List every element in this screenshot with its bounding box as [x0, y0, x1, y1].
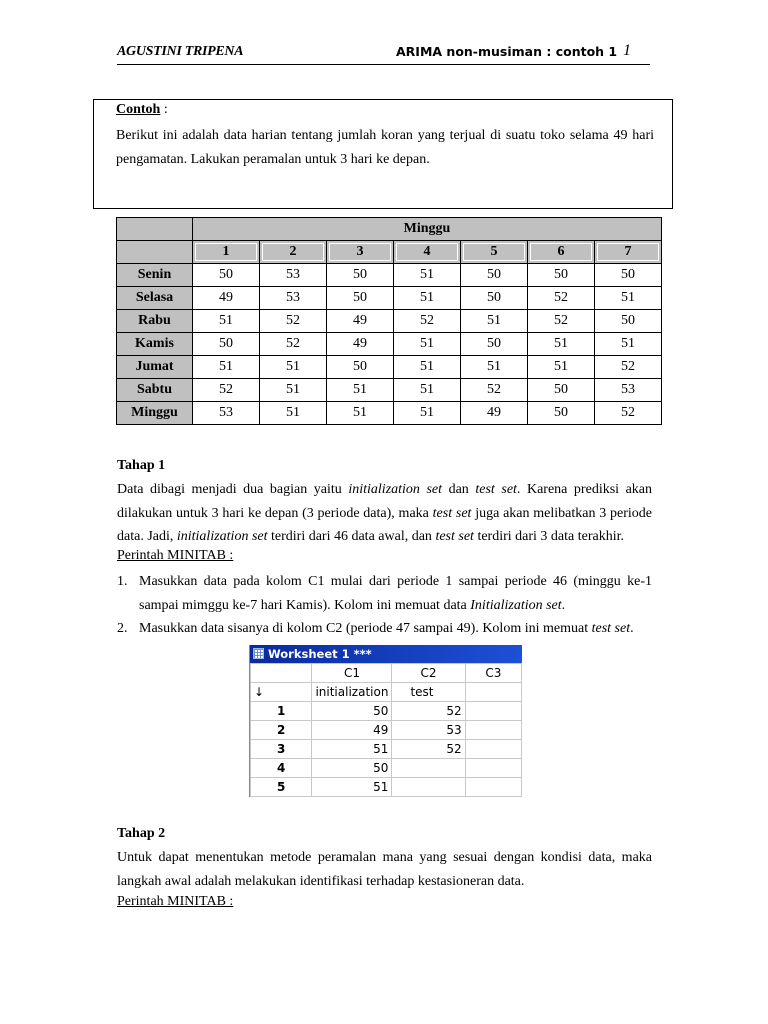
cell-c2[interactable]: 53 — [392, 721, 465, 740]
table-row — [117, 287, 662, 310]
column-name-c3[interactable] — [465, 683, 521, 702]
day-label: Selasa — [117, 287, 193, 310]
worksheet-row — [251, 702, 522, 721]
header-author: AGUSTINI TRIPENA — [117, 44, 244, 59]
cell-c1[interactable]: 50 — [312, 759, 392, 778]
worksheet-row — [251, 740, 522, 759]
cell-c2[interactable] — [392, 759, 465, 778]
text: . — [561, 597, 566, 613]
day-label: Senin — [117, 264, 193, 287]
week-header: 7 — [595, 241, 662, 264]
column-name-c2[interactable]: test — [392, 683, 465, 702]
table-cell: 50 — [528, 379, 595, 402]
worksheet-window — [249, 645, 522, 797]
text-italic: initialization set — [176, 529, 268, 544]
tahap2-title: Tahap 2 — [117, 826, 166, 841]
example-label: Contoh — [116, 102, 161, 117]
table-cell: 51 — [394, 287, 461, 310]
worksheet-row — [251, 778, 522, 797]
text-italic: test set — [475, 482, 517, 497]
text-italic: Initialization set — [470, 597, 562, 613]
table-cell: 52 — [528, 287, 595, 310]
arrow-icon[interactable]: ↓ — [251, 683, 312, 702]
cell-c2[interactable]: 52 — [392, 740, 465, 759]
example-title — [116, 102, 168, 118]
group-header: Minggu — [193, 218, 662, 241]
tahap2-paragraph: Untuk dapat menentukan metode peramalan mana yang sesuai dengan kondisi data, maka langkah awal adalah melakukan identifikasi terhadap kestasioneran data. — [117, 850, 652, 889]
cell-c3[interactable] — [465, 778, 521, 797]
cell-c3[interactable] — [465, 740, 521, 759]
perintah-minitab-1: Perintah MINITAB : — [117, 548, 234, 563]
table-cell: 53 — [595, 379, 662, 402]
column-name-c1[interactable]: initialization — [312, 683, 392, 702]
table-cell: 51 — [394, 356, 461, 379]
table-row — [117, 402, 662, 425]
column-header-c1[interactable]: C1 — [312, 664, 392, 683]
table-cell: 50 — [327, 356, 394, 379]
table-corner — [117, 218, 193, 241]
table-cell: 53 — [260, 264, 327, 287]
table-cell: 51 — [327, 402, 394, 425]
list-number: 1. — [117, 574, 128, 589]
day-label: Rabu — [117, 310, 193, 333]
week-header: 5 — [461, 241, 528, 264]
day-label: Kamis — [117, 333, 193, 356]
text-italic: test set — [432, 505, 472, 521]
table-cell: 51 — [260, 379, 327, 402]
example-box — [93, 99, 673, 209]
table-cell: 53 — [260, 287, 327, 310]
worksheet-row — [251, 721, 522, 740]
page-number: 1 — [623, 42, 631, 59]
table-cell: 51 — [327, 379, 394, 402]
text: Masukkan data sisanya di kolom C2 (periode 47 sampai 49). Kolom ini memuat — [139, 621, 589, 636]
table-cell: 51 — [461, 356, 528, 379]
row-number[interactable]: 5 — [251, 778, 312, 797]
text: . — [630, 621, 634, 636]
day-label: Minggu — [117, 402, 193, 425]
day-label: Jumat — [117, 356, 193, 379]
list-item-1 — [117, 570, 652, 617]
table-cell: 51 — [394, 379, 461, 402]
table-cell: 52 — [260, 310, 327, 333]
week-header: 6 — [528, 241, 595, 264]
table-cell: 52 — [260, 333, 327, 356]
table-cell: 51 — [461, 310, 528, 333]
text-italic: test set — [435, 529, 474, 544]
table-cell: 52 — [461, 379, 528, 402]
table-cell: 49 — [461, 402, 528, 425]
table-cell: 50 — [193, 333, 260, 356]
table-cell: 50 — [595, 264, 662, 287]
table-cell: 51 — [260, 402, 327, 425]
table-cell: 51 — [528, 356, 595, 379]
row-number[interactable]: 1 — [251, 702, 312, 721]
table-cell: 50 — [193, 264, 260, 287]
cell-c3[interactable] — [465, 759, 521, 778]
table-cell: 51 — [595, 287, 662, 310]
table-cell: 53 — [193, 402, 260, 425]
corner-cell — [251, 664, 312, 683]
cell-c1[interactable]: 51 — [312, 740, 392, 759]
worksheet-titlebar — [250, 645, 522, 663]
worksheet-row — [251, 759, 522, 778]
perintah-minitab-2: Perintah MINITAB : — [117, 894, 234, 909]
example-text: Berikut ini adalah data harian tentang jumlah koran yang terjual di suatu toko selama 49 hari pengamatan. Lakukan peramalan untuk 3 hari ke depan. — [116, 128, 654, 167]
table-cell: 51 — [595, 333, 662, 356]
cell-c1[interactable]: 51 — [312, 778, 392, 797]
cell-c1[interactable]: 49 — [312, 721, 392, 740]
table-cell: 52 — [595, 356, 662, 379]
text-italic: test set — [591, 621, 631, 636]
row-number[interactable]: 4 — [251, 759, 312, 778]
table-row — [117, 356, 662, 379]
table-row — [117, 310, 662, 333]
day-label: Sabtu — [117, 379, 193, 402]
cell-c2[interactable] — [392, 778, 465, 797]
row-number[interactable]: 3 — [251, 740, 312, 759]
list-number: 2. — [117, 621, 128, 636]
week-header: 2 — [260, 241, 327, 264]
column-header-c2[interactable]: C2 — [392, 664, 465, 683]
table-cell: 49 — [327, 310, 394, 333]
table-corner-2 — [117, 241, 193, 264]
text: terdiri dari 3 data terakhir. — [477, 529, 624, 544]
table-cell: 50 — [327, 264, 394, 287]
table-cell: 51 — [528, 333, 595, 356]
worksheet-title: Worksheet 1 *** — [268, 647, 372, 661]
sales-table — [116, 217, 662, 425]
table-cell: 50 — [595, 310, 662, 333]
table-cell: 51 — [394, 264, 461, 287]
tahap1-paragraph — [117, 478, 652, 549]
text: Data dibagi menjadi dua bagian yaitu — [117, 482, 342, 497]
list-text — [139, 570, 652, 617]
table-cell: 50 — [528, 264, 595, 287]
table-cell: 50 — [461, 264, 528, 287]
list-text — [139, 617, 652, 641]
table-cell: 52 — [394, 310, 461, 333]
cell-c3[interactable] — [465, 702, 521, 721]
cell-c1[interactable]: 50 — [312, 702, 392, 721]
table-cell: 51 — [394, 402, 461, 425]
row-number[interactable]: 2 — [251, 721, 312, 740]
week-header: 1 — [193, 241, 260, 264]
worksheet-rows — [251, 702, 522, 797]
table-cell: 51 — [260, 356, 327, 379]
cell-c2[interactable]: 52 — [392, 702, 465, 721]
table-cell: 50 — [327, 287, 394, 310]
text: terdiri dari 46 data awal, dan — [271, 529, 432, 544]
week-header: 4 — [394, 241, 461, 264]
tahap1-title: Tahap 1 — [117, 458, 166, 473]
table-cell: 50 — [461, 333, 528, 356]
table-cell: 51 — [193, 356, 260, 379]
text: juga akan melibatkan 3 periode data. Jadi, — [117, 505, 653, 544]
table-cell: 51 — [193, 310, 260, 333]
header-title: ARIMA non-musiman : contoh 1 — [396, 44, 618, 59]
table-row — [117, 379, 662, 402]
table-cell: 52 — [528, 310, 595, 333]
table-cell: 50 — [461, 287, 528, 310]
week-header: 3 — [327, 241, 394, 264]
table-cell: 51 — [394, 333, 461, 356]
list-item-2 — [117, 617, 652, 641]
table-row — [117, 333, 662, 356]
table-cell: 50 — [528, 402, 595, 425]
table-cell: 49 — [193, 287, 260, 310]
table-cell: 52 — [595, 402, 662, 425]
worksheet-grid — [250, 663, 522, 797]
worksheet-icon — [253, 648, 264, 659]
table-body — [117, 264, 662, 425]
example-colon: : — [160, 102, 168, 117]
table-row — [117, 264, 662, 287]
text-italic: initialization set — [348, 482, 443, 497]
column-header-c3[interactable]: C3 — [465, 664, 521, 683]
cell-c3[interactable] — [465, 721, 521, 740]
table-cell: 49 — [327, 333, 394, 356]
table-cell: 52 — [193, 379, 260, 402]
header-rule — [117, 64, 650, 65]
text: . Karena prediksi akan dilakukan untuk 3 hari ke depan (3 periode data), maka — [117, 482, 653, 521]
text: Masukkan data pada kolom C1 mulai dari periode 1 sampai periode 46 (minggu ke-1 sampai mimggu ke-7 hari Kamis). Kolom ini memuat data — [139, 574, 652, 613]
text: dan — [448, 482, 469, 497]
